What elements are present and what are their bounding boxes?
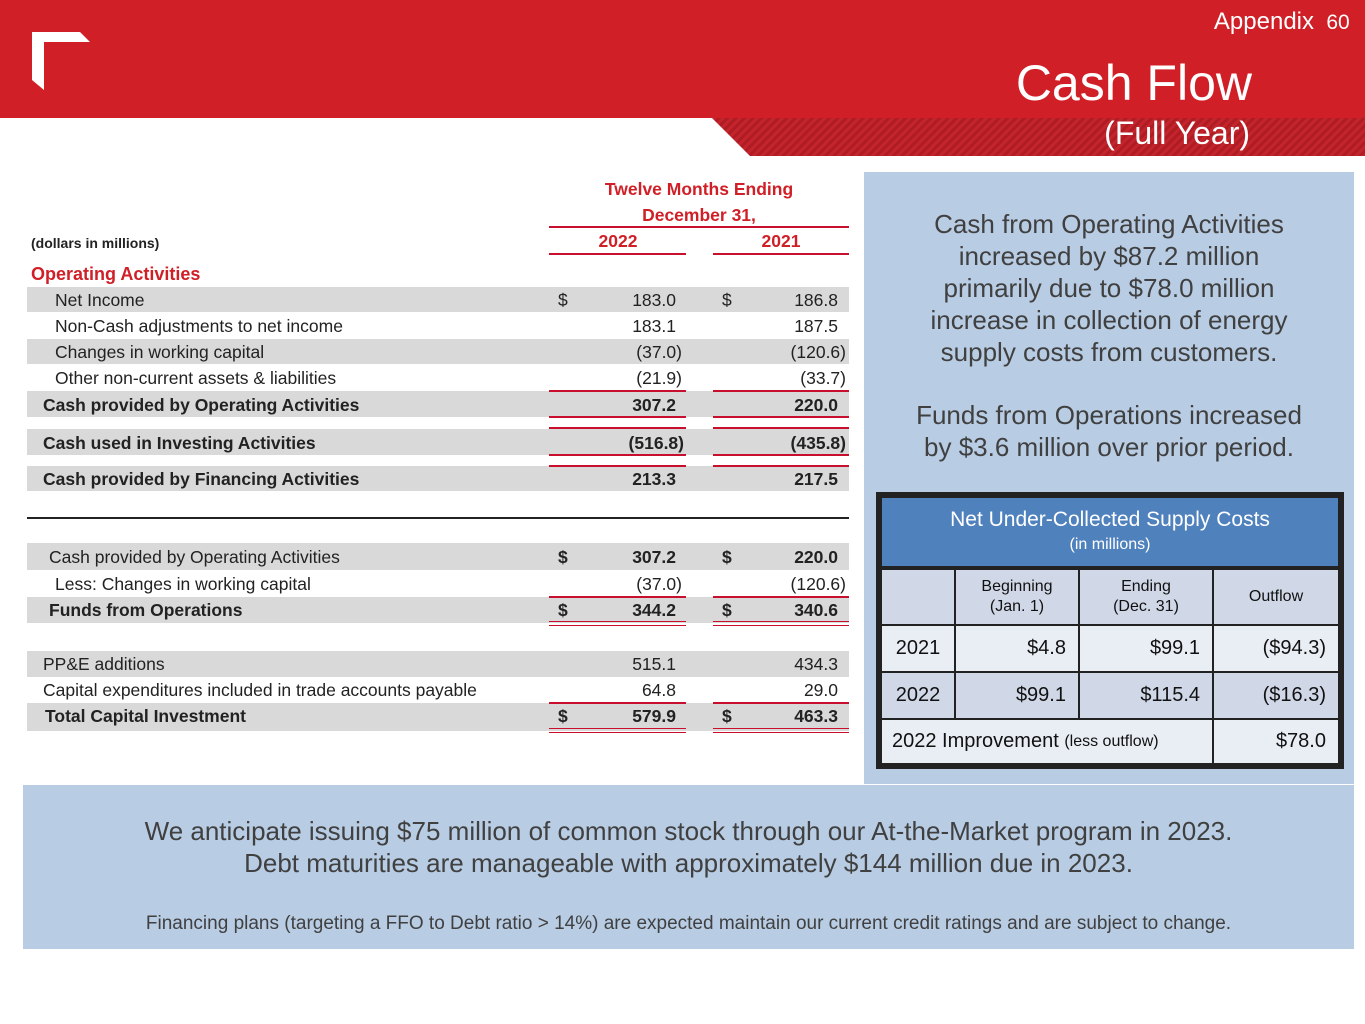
row-label: Cash provided by Operating Activities xyxy=(49,547,340,567)
appendix-label: Appendix xyxy=(1213,8,1314,35)
dollar-sign: $ xyxy=(558,290,568,310)
value-2022: (21.9) xyxy=(636,368,682,388)
total-rule xyxy=(549,454,686,456)
improvement-value: $78.0 xyxy=(1214,720,1338,763)
units-note: (dollars in millions) xyxy=(31,235,160,251)
value-2021: 463.3 xyxy=(794,706,838,726)
row-label: Funds from Operations xyxy=(49,600,243,620)
subtotal-rule xyxy=(713,390,849,392)
value-2022: 64.8 xyxy=(641,680,676,700)
header-rule xyxy=(549,226,849,228)
financing-line: Debt maturities are manageable with approximately $144 million due in 2023. xyxy=(244,848,1133,878)
total-rule xyxy=(713,465,849,467)
dollar-sign: $ xyxy=(722,706,732,726)
col-outflow-header: Outflow xyxy=(1214,570,1338,624)
commentary-line: Cash from Operating Activities xyxy=(934,209,1284,239)
supply-costs-subtitle: (in millions) xyxy=(1069,536,1151,553)
value-2022: 213.3 xyxy=(632,469,676,489)
value-2022: 515.1 xyxy=(632,654,676,674)
subtotal-rule xyxy=(549,702,686,704)
value-2022: 183.0 xyxy=(632,290,676,310)
value-2021: 434.3 xyxy=(794,654,838,674)
value-2022: 183.1 xyxy=(632,316,676,336)
subtotal-rule xyxy=(713,596,849,598)
row-label: Net Income xyxy=(55,290,145,310)
ending-value: $99.1 xyxy=(1080,626,1212,671)
total-rule xyxy=(713,427,849,429)
value-2022: 307.2 xyxy=(632,395,676,415)
row-label: Other non-current assets & liabilities xyxy=(55,368,337,388)
value-2022: 579.9 xyxy=(632,706,676,726)
supply-costs-header xyxy=(882,498,1338,566)
subtotal-rule xyxy=(549,390,686,392)
commentary-line: supply costs from customers. xyxy=(940,337,1278,367)
value-2021: 220.0 xyxy=(794,547,838,567)
row-label: Non-Cash adjustments to net income xyxy=(55,316,343,336)
value-2021: 186.8 xyxy=(794,290,838,310)
row-year: 2021 xyxy=(882,626,954,671)
row-label: Cash provided by Operating Activities xyxy=(43,395,360,415)
commentary-operating xyxy=(880,208,1338,368)
col-beginning-header xyxy=(956,570,1078,624)
value-2021: 340.6 xyxy=(794,600,838,620)
subtotal-rule xyxy=(713,702,849,704)
dollar-sign: $ xyxy=(722,290,732,310)
year-rule xyxy=(713,253,849,255)
col-ending-line1: Ending xyxy=(1121,578,1171,595)
blank-header-cell xyxy=(882,570,954,624)
value-2021: (33.7) xyxy=(800,368,846,388)
year-2022-header: 2022 xyxy=(598,231,638,251)
dollar-sign: $ xyxy=(558,706,568,726)
cash-flow-table xyxy=(0,0,860,760)
financing-commentary xyxy=(23,815,1354,879)
beginning-value: $4.8 xyxy=(956,626,1078,671)
col-beginning-line2: (Jan. 1) xyxy=(989,598,1045,615)
beginning-value: $99.1 xyxy=(956,673,1078,718)
commentary-line: by $3.6 million over prior period. xyxy=(924,432,1294,462)
dollar-sign: $ xyxy=(558,600,568,620)
row-label: Cash used in Investing Activities xyxy=(43,433,316,453)
improvement-label-cell xyxy=(882,720,1212,763)
value-2021: (120.6) xyxy=(790,342,846,362)
ending-value: $115.4 xyxy=(1080,673,1212,718)
section-operating-activities: Operating Activities xyxy=(31,264,201,284)
dollar-sign: $ xyxy=(722,600,732,620)
value-2021: (120.6) xyxy=(790,574,846,594)
total-rule xyxy=(549,427,686,429)
row-label: Capital expenditures included in trade accounts payable xyxy=(43,680,477,700)
commentary-line: Funds from Operations increased xyxy=(916,400,1302,430)
section-divider xyxy=(27,517,849,519)
commentary-line: increased by $87.2 million xyxy=(958,241,1260,271)
financing-disclaimer: Financing plans (targeting a FFO to Debt ratio > 14%) are expected maintain our current credit ratings and are subject to change. xyxy=(145,913,1232,934)
supply-costs-title: Net Under-Collected Supply Costs xyxy=(950,508,1270,531)
commentary-line: increase in collection of energy xyxy=(930,305,1288,335)
total-rule xyxy=(713,416,849,418)
row-label: Total Capital Investment xyxy=(45,706,246,726)
total-rule xyxy=(549,465,686,467)
double-rule xyxy=(549,621,686,626)
page-subtitle: (Full Year) xyxy=(1104,115,1250,151)
value-2022: 307.2 xyxy=(632,547,676,567)
double-rule xyxy=(713,728,849,733)
value-2022: (516.8) xyxy=(628,433,684,453)
period-header-line2: December 31, xyxy=(642,205,756,225)
total-rule xyxy=(713,454,849,456)
dollar-sign: $ xyxy=(558,547,568,567)
row-label: PP&E additions xyxy=(43,654,165,674)
double-rule xyxy=(549,728,686,733)
value-2022: 344.2 xyxy=(632,600,676,620)
total-rule xyxy=(549,416,686,418)
dollar-sign: $ xyxy=(722,547,732,567)
double-rule xyxy=(713,621,849,626)
row-year: 2022 xyxy=(882,673,954,718)
row-label: Cash provided by Financing Activities xyxy=(43,469,360,489)
commentary-line: primarily due to $78.0 million xyxy=(943,273,1275,303)
outflow-value: ($94.3) xyxy=(1214,626,1338,671)
value-2021: (435.8) xyxy=(790,433,846,453)
col-ending-line2: (Dec. 31) xyxy=(1113,598,1179,615)
subtotal-rule xyxy=(549,596,686,598)
page-number: 60 xyxy=(1326,11,1350,34)
year-rule xyxy=(549,253,686,255)
value-2022: (37.0) xyxy=(636,574,682,594)
value-2021: 217.5 xyxy=(794,469,838,489)
row-label: Changes in working capital xyxy=(55,342,265,362)
page-title: Cash Flow xyxy=(1015,55,1252,111)
col-beginning-line1: Beginning xyxy=(981,578,1053,595)
value-2021: 29.0 xyxy=(803,680,838,700)
improvement-label: 2022 Improvement xyxy=(892,730,1059,752)
value-2022: (37.0) xyxy=(636,342,682,362)
improvement-note: (less outflow) xyxy=(1064,732,1159,750)
financing-line: We anticipate issuing $75 million of common stock through our At-the-Market program in 2023. xyxy=(144,816,1233,846)
outflow-value: ($16.3) xyxy=(1214,673,1338,718)
row-label: Less: Changes in working capital xyxy=(55,574,311,594)
col-ending-header xyxy=(1080,570,1212,624)
commentary-ffo xyxy=(880,399,1338,463)
year-2021-header: 2021 xyxy=(761,231,801,251)
value-2021: 220.0 xyxy=(794,395,838,415)
period-header-line1: Twelve Months Ending xyxy=(604,179,794,199)
value-2021: 187.5 xyxy=(794,316,838,336)
